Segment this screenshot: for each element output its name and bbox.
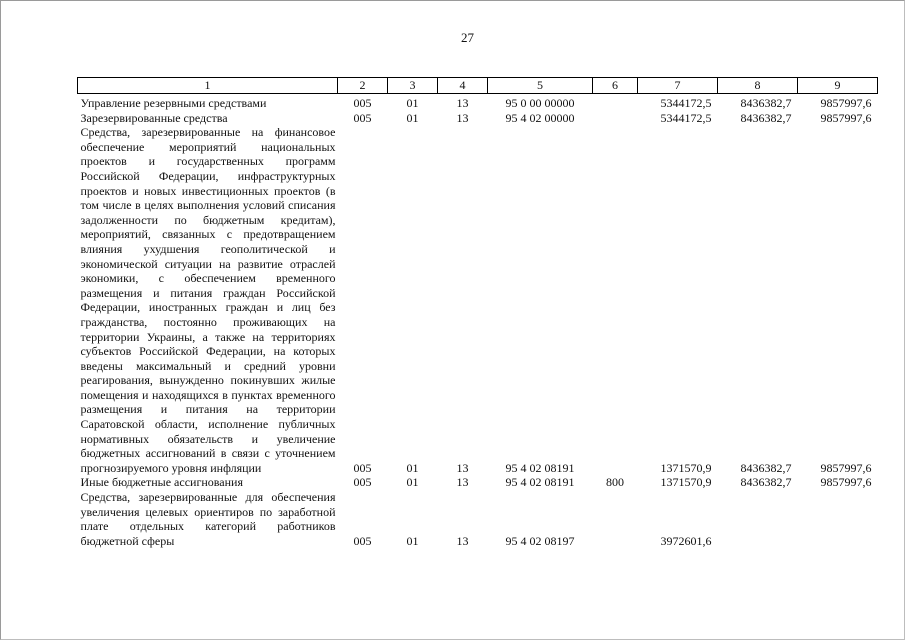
row-name: Средства, зарезервированные для обеспечения увеличения целевых ориентиров по заработной плате отдельных категорий работников бюджетной сферы xyxy=(80,490,336,548)
row-cell: 9857997,6 xyxy=(820,110,872,125)
row-cell: 13 xyxy=(456,533,469,548)
row-cell xyxy=(798,490,878,548)
table-row xyxy=(78,475,878,490)
row-cell: 01 xyxy=(406,110,419,125)
table-header-row xyxy=(78,78,878,94)
row-cell: 01 xyxy=(406,475,419,490)
row-name: Средства, зарезервированные на финансовое обеспечение мероприятий национальных проектов и государственных программ Российской Федерации, инфраструктурных проектов и новых инвестиционных проектов (в том числе в целях выполнения условий списания задолженности по бюджетным кредитам), мероприятий, связанных с предотвращением влияния ухудшения геополитической и экономической ситуации на развитие отраслей экономики, с обеспечением временного размещения и питания граждан Российской Федерации, иностранных граждан и лиц без гражданства, постоянно проживающих на территории Украины, а также на территориях субъектов Российской Федерации, на которых введены максимальный и средний уровни реагирования, вынужденно покинувших жилые помещения и находящихся в пунктах временного размещения и питания на территории Саратовской области, исполнение публичных нормативных обязательств и увеличение бюджетных ассигнований в связи с уточнением прогнозируемого уровня инфляции xyxy=(80,125,336,475)
row-cell: 005 xyxy=(353,110,372,125)
row-cell xyxy=(593,94,638,111)
column-header: 6 xyxy=(593,78,638,94)
row-cell: 95 4 02 08191 xyxy=(505,475,575,490)
row-name: Иные бюджетные ассигнования xyxy=(80,475,243,490)
column-header: 4 xyxy=(438,78,488,94)
row-cell: 95 4 02 00000 xyxy=(505,110,575,125)
column-header: 8 xyxy=(718,78,798,94)
row-cell: 01 xyxy=(406,533,419,548)
page-number: 27 xyxy=(461,30,474,45)
row-cell xyxy=(718,490,798,548)
row-cell: 005 xyxy=(353,533,372,548)
table-row xyxy=(78,125,878,475)
row-cell: 9857997,6 xyxy=(820,475,872,490)
column-header: 1 xyxy=(78,78,338,94)
column-header: 9 xyxy=(798,78,878,94)
row-name: Управление резервными средствами xyxy=(80,96,267,110)
table-row xyxy=(78,94,878,111)
row-cell: 5344172,5 xyxy=(660,96,712,110)
row-cell: 13 xyxy=(456,110,469,125)
row-cell: 01 xyxy=(406,96,419,110)
column-header: 2 xyxy=(338,78,388,94)
row-cell: 800 xyxy=(606,475,624,490)
row-cell xyxy=(593,125,638,475)
row-cell: 95 4 02 08191 xyxy=(505,460,575,475)
row-cell: 8436382,7 xyxy=(740,460,792,475)
row-cell: 13 xyxy=(456,460,469,475)
row-cell: 13 xyxy=(456,96,469,110)
column-header: 5 xyxy=(488,78,593,94)
row-cell xyxy=(593,111,638,126)
row-cell: 005 xyxy=(353,475,372,490)
row-cell: 1371570,9 xyxy=(660,460,712,475)
row-cell: 8436382,7 xyxy=(740,110,792,125)
row-cell: 005 xyxy=(353,460,372,475)
column-header: 3 xyxy=(388,78,438,94)
row-cell: 95 4 02 08197 xyxy=(505,533,575,548)
row-cell: 8436382,7 xyxy=(740,475,792,490)
row-cell: 5344172,5 xyxy=(660,110,712,125)
row-cell: 1371570,9 xyxy=(660,475,712,490)
row-cell: 01 xyxy=(406,460,419,475)
row-cell: 9857997,6 xyxy=(820,460,872,475)
row-cell: 8436382,7 xyxy=(740,96,792,110)
row-cell: 3972601,6 xyxy=(660,533,712,548)
row-cell: 9857997,6 xyxy=(820,96,872,110)
table-row xyxy=(78,490,878,548)
row-cell xyxy=(593,490,638,548)
table-row xyxy=(78,111,878,126)
row-cell: 95 0 00 00000 xyxy=(505,96,575,110)
column-header: 7 xyxy=(638,78,718,94)
row-name: Зарезервированные средства xyxy=(80,110,228,125)
budget-table xyxy=(77,77,878,548)
row-cell: 13 xyxy=(456,475,469,490)
row-cell: 005 xyxy=(353,96,372,110)
